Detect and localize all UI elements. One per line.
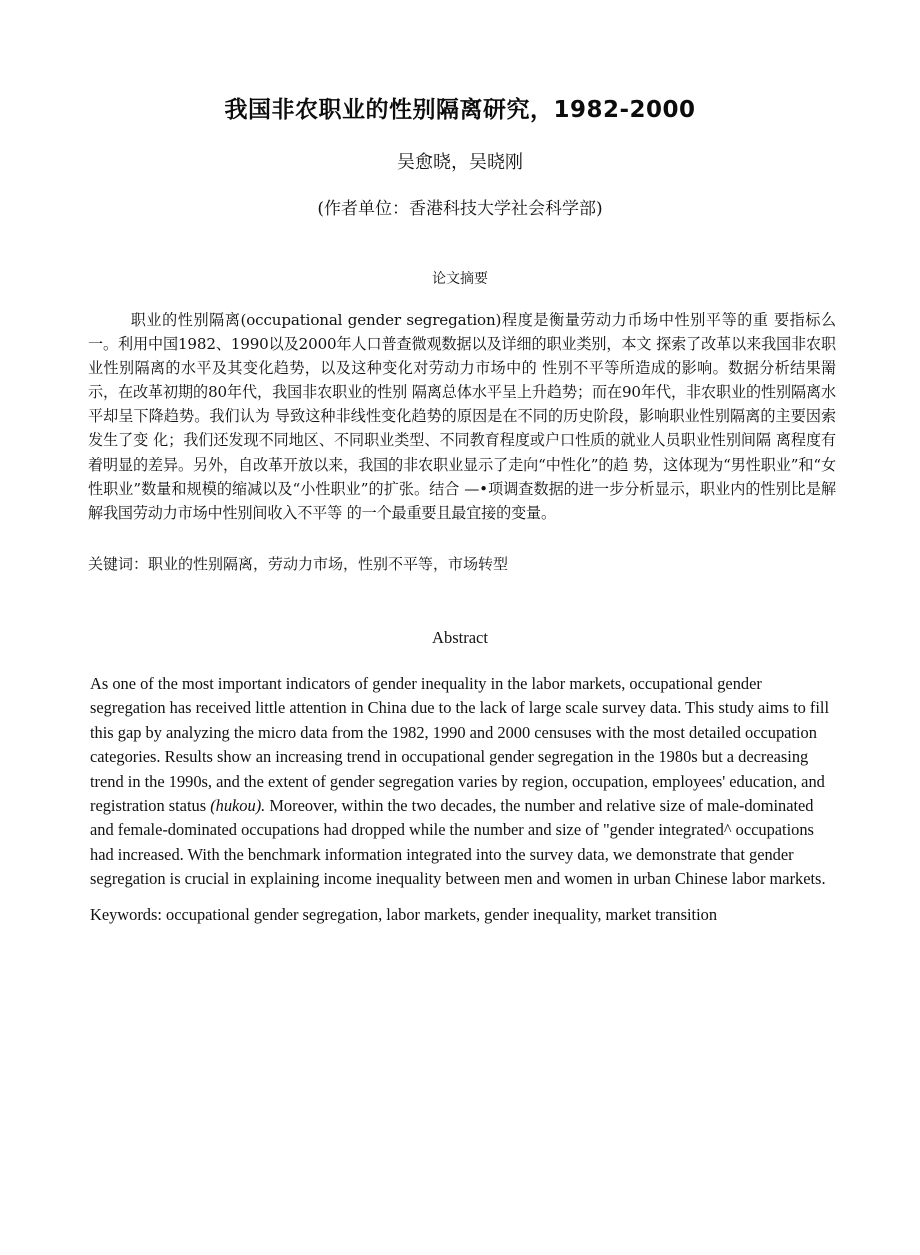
page-title: 我国非农职业的性别隔离研究，1982-2000	[224, 97, 696, 123]
author-affiliation: (作者单位：香港科技大学社会科学部)	[317, 199, 603, 219]
english-abstract-body	[90, 672, 832, 892]
author-list: 吴愈晓，吴晓刚	[397, 152, 523, 173]
chinese-abstract-body	[88, 308, 836, 525]
chinese-abstract-heading: 论文摘要	[432, 271, 488, 287]
english-abstract-text-part-1: As one of the most important indicators of gender inequality in the labor markets, occupational gender segregation has received little attention in China due to the lack of large scale survey data. This study aims to fill this gap by analyzing the micro data from the 1982, 1990 and 2000 censuses with the most detailed occupation categories. Results show an increasing trend in occupational gender segregation in the 1980s but a decreasing trend in the 1990s, and the extent of gender segregation varies by region, occupation, employees' education, and registration status	[90, 674, 830, 816]
english-keywords: Keywords: occupational gender segregation, labor markets, gender inequality, market transition	[90, 905, 718, 924]
english-abstract-heading: Abstract	[432, 628, 488, 647]
english-abstract-text-part-2: Moreover, within the two decades, the number and relative size of male-dominated and female-dominated occupations had dropped while the number and size of "gender integrated^ occupations had increased. With the benchmark information integrated into the survey data, we demonstrate that gender segregation is crucial in explaining income inequality between men and women in urban Chinese labor markets.	[90, 796, 826, 889]
hukou-italic-term: (hukou).	[210, 796, 266, 816]
title-block	[0, 96, 920, 126]
chinese-abstract-text: 职业的性别隔离(occupational gender segregation)程度是衡量劳动力币场中性别平等的重 要指标么一。利用中国1982、1990以及2000年人口普查微观数据以及详细的职业类别，本文 探索了改革以来我国非农职业性别隔离的水平及其变化趋势，以及这种变化对劳动力市场中的 性别不平等所造成的影响。数据分析结果罱示，在改革初期的80年代，我国非农职业的性别 隔离总体水平呈上升趋势；而在90年代，非农职业的性别隔离水平却呈下降趋势。我们认为 导致这种非线性变化趋势的原因是在不同的历史阶段，影响职业性别隔离的主要因索发生了变 化；我们还发现不同地区、不同职业类型、不同教育程度或户口性质的就业人员职业性别间隔 离程度有着明显的差异。另外，自改革开放以来，我国的非农职业显示了走向“中性化”的趋 势，这体现为“男性职业”和“女性职业”数量和规模的缩减以及“小性职业”的扩张。结合 —•项调查数据的进一步分析显示，职业内的性别比是解解我国劳动力市场中性别间收入不平等 的一个最重要且最宜接的变量。	[88, 311, 836, 522]
chinese-keywords: 关键词：职业的性别隔离，劳动力市场，性别不平等，市场转型	[88, 555, 509, 573]
